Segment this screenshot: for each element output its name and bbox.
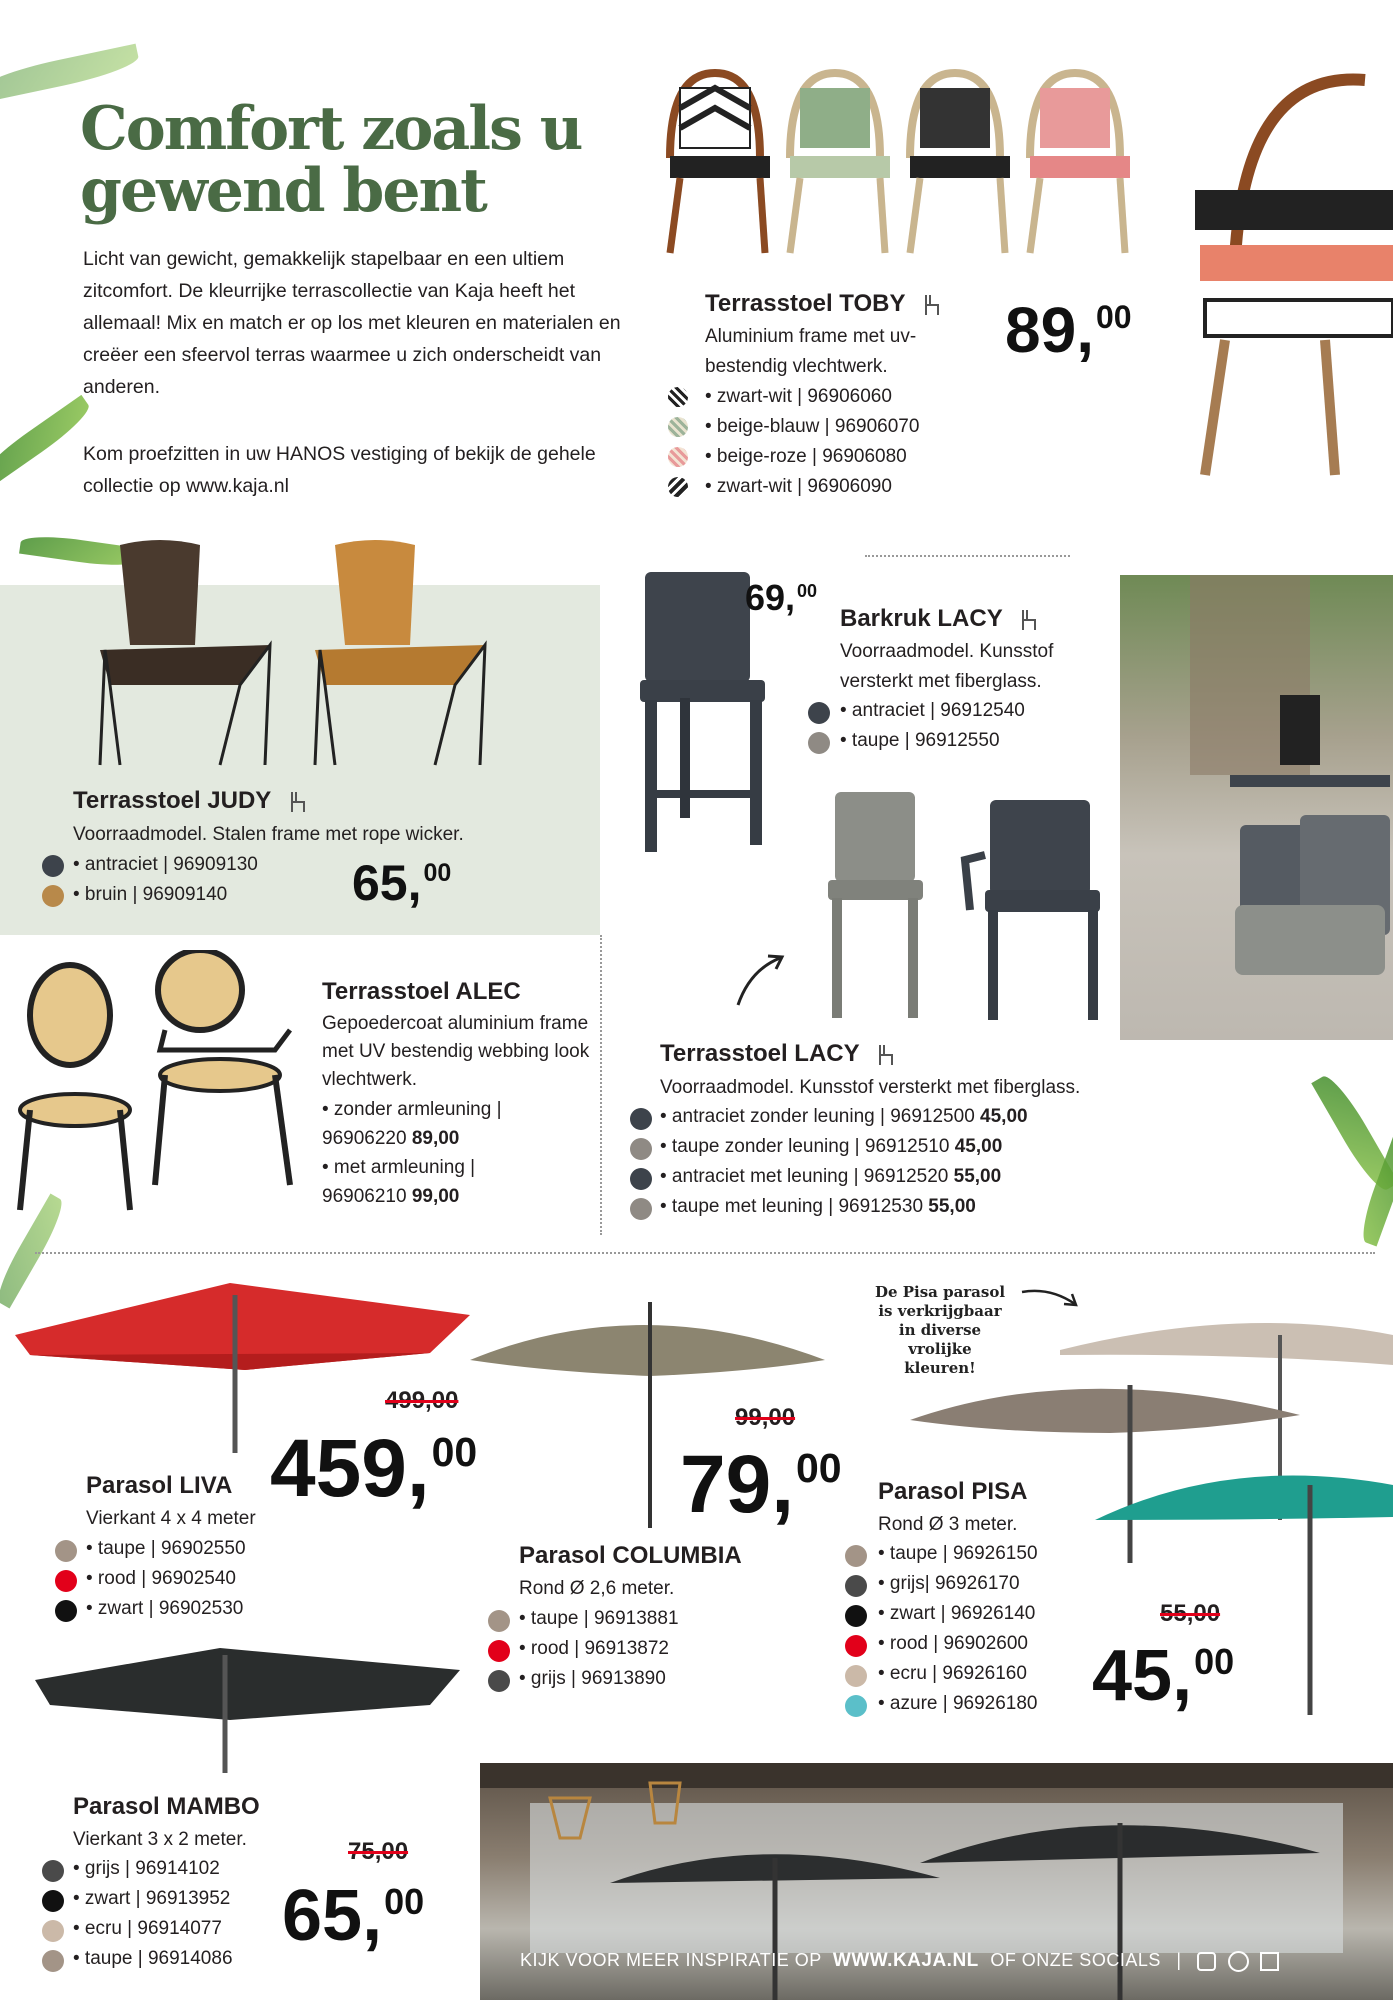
lacy-variant: • taupe met leuning | 96912530 55,00 [660,1196,976,1217]
color-swatch-antraciet [630,1168,652,1190]
liva-variant: • rood | 96902540 [86,1568,236,1589]
liva-variant: • taupe | 96902550 [86,1538,246,1559]
judy-price: 65,00 [352,855,452,911]
judy-chairs-image [90,535,490,770]
columbia-variant: • rood | 96913872 [519,1638,669,1659]
pisa-variant: • taupe | 96926150 [878,1543,1038,1564]
toby-variant: • zwart-wit | 96906060 [705,386,892,407]
columbia-description: Rond Ø 2,6 meter. [519,1578,675,1599]
toby-variant: • zwart-wit | 96906090 [705,476,892,497]
alec-description: Gepoedercoat aluminium frame met UV bestendig webbing look vlechtwerk. [322,1013,590,1090]
color-swatch-grijs [488,1670,510,1692]
pisa-variant: • ecru | 96926160 [878,1663,1027,1684]
pisa-old-price: 55,00 [1160,1600,1221,1627]
liva-old-price: 499,00 [385,1387,459,1414]
pinterest-icon[interactable] [1228,1951,1249,1972]
color-swatch-taupe [630,1138,652,1160]
judy-title: Terrasstoel JUDY [73,787,308,815]
color-swatch-taupe [488,1610,510,1632]
alec-variant-1: • zonder armleuning | 96906220 89,00 • met armleuning | 96906210 99,00 [322,1099,502,1207]
instagram-icon[interactable] [1197,1952,1216,1971]
color-swatch-ecru [845,1665,867,1687]
liva-description: Vierkant 4 x 4 meter [86,1508,256,1529]
judy-variant: • antraciet | 96909130 [73,854,258,875]
chair-icon [1019,608,1039,632]
color-swatch-antraciet [630,1108,652,1130]
color-swatch-taupe [808,732,830,754]
mambo-variant: • ecru | 96914077 [73,1918,222,1939]
toby-variant: • beige-roze | 96906080 [705,446,907,467]
alec-chairs-image [15,950,305,1215]
chair-icon [670,73,770,253]
columbia-price: 79,00 [680,1439,842,1530]
barkruk-description: Voorraadmodel. Kunsstof versterkt met fiberglass. [840,641,1054,692]
columbia-title: Parasol COLUMBIA [519,1542,742,1569]
judy-variant: • bruin | 96909140 [73,884,228,905]
mambo-description: Vierkant 3 x 2 meter. [73,1829,247,1850]
color-swatch-ecru [42,1920,64,1942]
leaf-decoration [0,395,95,489]
pisa-price: 45,00 [1092,1636,1235,1716]
footer-banner [520,1950,1393,1990]
mambo-variant: • taupe | 96914086 [73,1948,233,1969]
lacy-variant: • antraciet zonder leuning | 96912500 45,00 [660,1106,1028,1127]
toby-title: Terrasstoel TOBY [705,290,942,318]
color-swatch-bruin [42,885,64,907]
divider [865,555,1070,557]
columbia-old-price: 99,00 [735,1404,796,1431]
liva-price: 459,00 [270,1423,478,1514]
color-swatch-antraciet [42,855,64,877]
pattern-swatch-zwart-wit-2 [668,477,688,497]
pisa-variant: • rood | 96902600 [878,1633,1028,1654]
mambo-price: 65,00 [282,1876,425,1956]
color-swatch-zwart [55,1600,77,1622]
chair-icon [288,790,308,814]
chair-icon [876,1043,896,1067]
toby-variant: • beige-blauw | 96906070 [705,416,920,437]
arrow-icon [730,950,790,1010]
mambo-variant: • zwart | 96913952 [73,1888,231,1909]
mambo-parasol-image [30,1640,470,1775]
facebook-icon[interactable] [1260,1952,1279,1971]
color-swatch-taupe [55,1540,77,1562]
color-swatch-grijs [42,1860,64,1882]
pisa-variant: • zwart | 96926140 [878,1603,1036,1624]
separator: | [1176,1950,1182,1970]
pisa-description: Rond Ø 3 meter. [878,1514,1018,1535]
judy-description: Voorraadmodel. Stalen frame met rope wicker. [73,824,464,845]
color-swatch-azure [845,1695,867,1717]
chair-icon [922,293,942,317]
columbia-variant: • taupe | 96913881 [519,1608,679,1629]
color-swatch-rood [488,1640,510,1662]
pattern-swatch-beige-roze [668,447,688,467]
barkruk-title: Barkruk LACY [840,605,1039,633]
barkruk-variant: • taupe | 96912550 [840,730,1000,751]
intro-cta: Kom proefzitten in uw HANOS vestiging of bekijk de gehele collectie op www.kaja.nl [83,443,596,497]
color-swatch-rood [845,1635,867,1657]
mambo-old-price: 75,00 [348,1838,409,1865]
color-swatch-zwart [42,1890,64,1912]
mambo-title: Parasol MAMBO [73,1793,260,1820]
divider [600,935,602,1235]
color-swatch-grijs [845,1575,867,1597]
intro-paragraph: Licht van gewicht, gemakkelijk stapelbaar en een ultiem zitcomfort. De kleurrijke terrascollectie van Kaja heeft het allemaal! Mix en match er op los met kleuren en materialen en creëer een sfeervol terras waarmee u zich onderscheidt van anderen. [83,248,621,398]
lacy-variant: • taupe zonder leuning | 96912510 45,00 [660,1136,1003,1157]
lacy-title: Terrasstoel LACY [660,1040,896,1068]
pattern-swatch-beige-blauw [668,417,688,437]
color-swatch-rood [55,1570,77,1592]
liva-title: Parasol LIVA [86,1472,233,1499]
barkruk-variant: • antraciet | 96912540 [840,700,1025,721]
pisa-variant: • azure | 96926180 [878,1693,1038,1714]
lacy-description: Voorraadmodel. Kunsstof versterkt met fiberglass. [660,1077,1081,1098]
toby-chairs-image [650,68,1150,258]
color-swatch-taupe [845,1545,867,1567]
mambo-variant: • grijs | 96914102 [73,1858,220,1879]
footer-text: OF ONZE SOCIALS [990,1950,1161,1970]
divider [35,1252,1375,1254]
pisa-title: Parasol PISA [878,1478,1028,1505]
color-swatch-taupe [630,1198,652,1220]
pisa-variant: • grijs| 96926170 [878,1573,1020,1594]
lacy-chairs-image [820,790,1120,1025]
terrace-photo [1120,575,1393,1040]
color-swatch-zwart [845,1605,867,1627]
footer-url-link[interactable]: WWW.KAJA.NL [832,1950,979,1971]
liva-variant: • zwart | 96902530 [86,1598,244,1619]
color-swatch-taupe [42,1950,64,1972]
alec-title: Terrasstoel ALEC [322,978,521,1005]
columbia-variant: • grijs | 96913890 [519,1668,666,1689]
pattern-swatch-zwart-wit [668,387,688,407]
toby-description: Aluminium frame met uv-bestendig vlechtwerk. [705,326,917,377]
footer-text: KIJK VOOR MEER INSPIRATIE OP [520,1950,822,1970]
page-title: Comfort zoals u gewend bent [80,94,582,226]
toby-price: 89,00 [1005,294,1132,366]
color-swatch-antraciet [808,702,830,724]
toby-stack-image [1185,60,1393,480]
pisa-note: De Pisa parasol is verkrijgbaar in diverse vrolijke kleuren! [874,1283,1006,1377]
lacy-variant: • antraciet met leuning | 96912520 55,00 [660,1166,1002,1187]
barkruk-price: 69, $^{00}$ [745,577,818,618]
